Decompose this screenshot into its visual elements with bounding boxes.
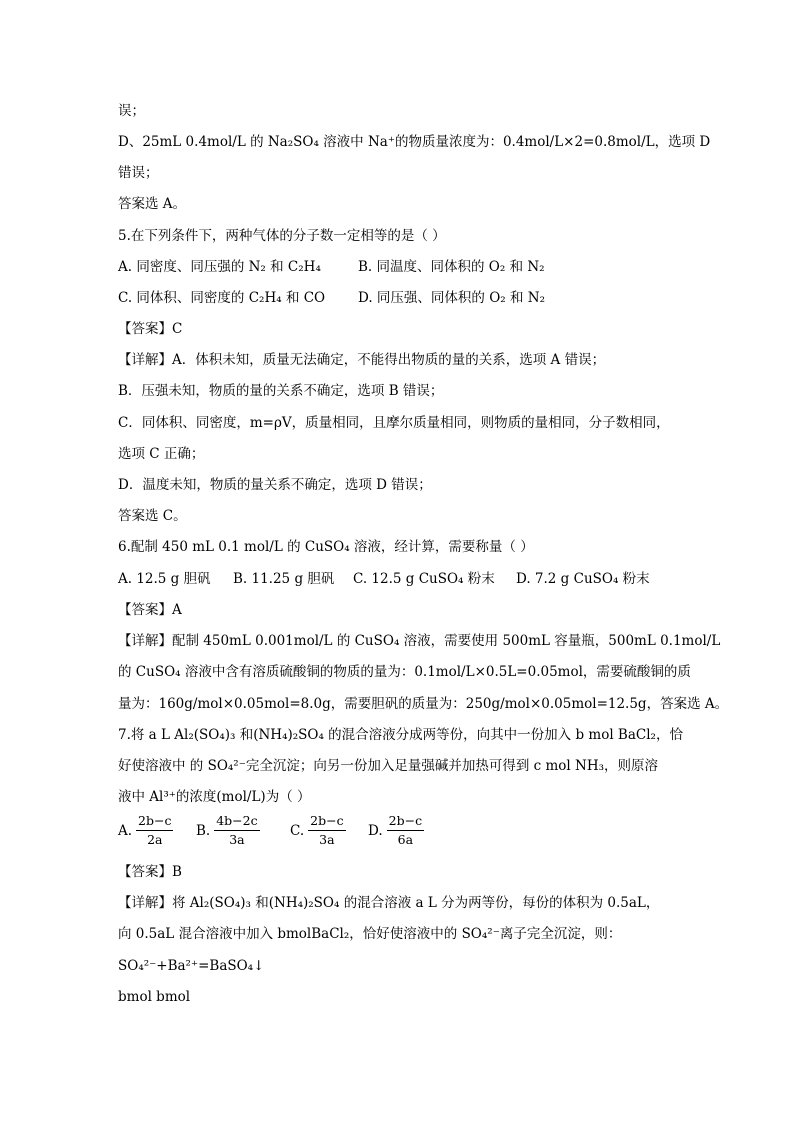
explanation-line: 【详解】A．体积未知，质量无法确定，不能得出物质的量的关系，选项 A 错误；	[118, 352, 606, 368]
question-5-options-row1	[118, 257, 545, 277]
question-6-options	[118, 569, 650, 589]
answer-label: 【答案】C	[118, 321, 183, 337]
explanation-line: 【详解】将 Al₂(SO₄)₃ 和(NH₄)₂SO₄ 的混合溶液 a L 分为两等份，每份的体积为 0.5aL，	[118, 895, 660, 911]
option-d: D. 7.2 g CuSO₄ 粉末	[516, 571, 650, 587]
explanation-line: 选项 C 正确；	[118, 446, 205, 462]
fraction-numerator: 2b−c	[136, 812, 173, 831]
option-d: D. 同压强、同体积的 O₂ 和 N₂	[358, 290, 546, 306]
equation-line: bmol bmol	[118, 989, 191, 1005]
fraction	[136, 812, 173, 849]
explanation-line: B．压强未知，物质的量的关系不确定，选项 B 错误；	[118, 383, 444, 399]
explanation-line: C．同体积、同密度，m=ρV，质量相同，且摩尔质量相同，则物质的量相同，分子数相同，	[118, 415, 670, 431]
text-line: 误；	[118, 103, 145, 119]
answer-label: 【答案】A	[118, 602, 182, 618]
fraction	[387, 812, 424, 849]
option-a: A. 12.5 g 胆矾	[118, 571, 211, 587]
fraction-numerator: 4b−2c	[214, 812, 259, 831]
fraction-denominator: 2a	[147, 832, 163, 847]
explanation-line: 量为：160g/mol×0.05mol=8.0g，需要胆矾的质量为：250g/mol×0.05mol=12.5g，答案选 A。	[118, 696, 729, 712]
fraction-numerator: 2b−c	[387, 812, 424, 831]
fraction	[308, 812, 345, 849]
option-c	[290, 812, 368, 849]
fraction-numerator: 2b−c	[308, 812, 345, 831]
fraction-denominator: 3a	[229, 832, 245, 847]
explanation-line: 【详解】配制 450mL 0.001mol/L 的 CuSO₄ 溶液，需要使用 500mL 容量瓶，500mL 0.1mol/L	[118, 633, 721, 649]
option-b: B. 同温度、同体积的 O₂ 和 N₂	[358, 259, 545, 275]
fraction	[214, 812, 259, 849]
option-label: C.	[290, 822, 305, 839]
question-7-cont: 液中 Al³⁺的浓度(mol/L)为（ ）	[118, 789, 311, 805]
option-label: D.	[368, 822, 383, 839]
text-line: 答案选 C。	[118, 508, 187, 524]
option-d	[368, 812, 430, 849]
text-line: 错误；	[118, 165, 159, 181]
equation-line: SO₄²⁻+Ba²⁺=BaSO₄↓	[118, 958, 265, 974]
explanation-line: 的 CuSO₄ 溶液中含有溶质硫酸铜的物质的量为：0.1mol/L×0.5L=0.05mol，需要硫酸铜的质	[118, 664, 691, 680]
option-c: C. 同体积、同密度的 C₂H₄ 和 CO	[118, 290, 326, 306]
option-c: C. 12.5 g CuSO₄ 粉末	[353, 571, 495, 587]
option-a: A. 同密度、同压强的 N₂ 和 C₂H₄	[118, 259, 321, 275]
explanation-line: D．温度未知，物质的量关系不确定，选项 D 错误；	[118, 477, 432, 493]
option-label: A.	[118, 822, 133, 839]
question-6: 6.配制 450 mL 0.1 mol/L 的 CuSO₄ 溶液，经计算，需要称量（ ）	[118, 539, 534, 555]
option-b: B. 11.25 g 胆矾	[233, 571, 335, 587]
fraction-denominator: 6a	[397, 832, 414, 847]
option-a	[118, 812, 196, 849]
question-5-options-row2	[118, 288, 545, 308]
text-line: 答案选 A。	[118, 196, 187, 212]
question-5: 5.在下列条件下，两种气体的分子数一定相等的是（ ）	[118, 228, 446, 244]
fraction-denominator: 3a	[319, 832, 335, 847]
question-7-cont: 好使溶液中 的 SO₄²⁻完全沉淀；向另一份加入足量强碱并加热可得到 c mol NH₃，则原溶	[118, 758, 659, 774]
explanation-line: 向 0.5aL 混合溶液中加入 bmolBaCl₂，恰好使溶液中的 SO₄²⁻离子完全沉淀，则：	[118, 926, 622, 942]
question-7: 7.将 a L Al₂(SO₄)₃ 和(NH₄)₂SO₄ 的混合溶液分成两等份，向其中一份加入 b mol BaCl₂，恰	[118, 727, 683, 743]
option-label: B.	[196, 822, 211, 839]
answer-label: 【答案】B	[118, 864, 182, 880]
text-line: D、25mL 0.4mol/L 的 Na₂SO₄ 溶液中 Na⁺的物质量浓度为：0.4mol/L×2=0.8mol/L，选项 D	[118, 134, 711, 150]
option-b	[196, 812, 290, 849]
question-7-options	[118, 812, 430, 849]
